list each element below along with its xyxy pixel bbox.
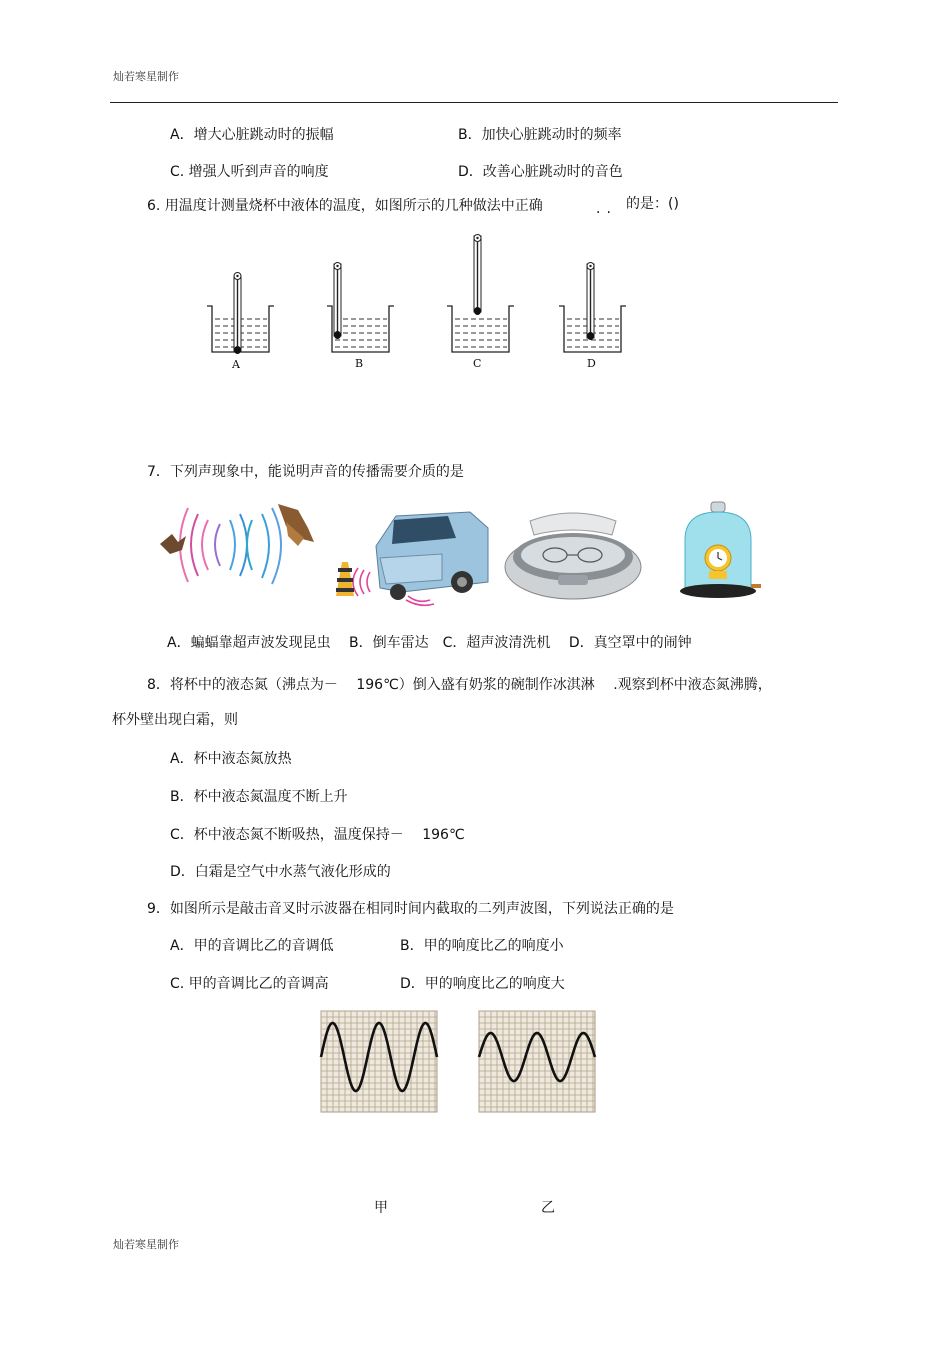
header-rule: [110, 102, 838, 103]
q8-stem-line2: 杯外壁出现白霜，则: [112, 712, 238, 728]
q5-option-b: B．加快心脏跳动时的频率: [458, 127, 622, 143]
q8-option-b: B．杯中液态氮温度不断上升: [170, 789, 348, 805]
q9-option-d: D．甲的响度比乙的响度大: [400, 976, 565, 992]
q6-stem-tail: 的是：(): [626, 196, 679, 212]
ultrasonic-cleaner-icon: [500, 505, 646, 603]
q9-option-c: C. 甲的音调比乙的音调高: [170, 976, 329, 992]
q5-option-a: A．增大心脏跳动时的振幅: [170, 127, 334, 143]
q7-stem: 7．下列声现象中，能说明声音的传播需要介质的是: [147, 464, 464, 480]
q8-option-c: C．杯中液态氮不断吸热，温度保持－ 196℃: [170, 827, 465, 843]
beaker-c-icon: [447, 235, 514, 353]
q8-option-a: A．杯中液态氮放热: [170, 751, 292, 767]
page-header: 灿若寒星制作: [113, 70, 179, 83]
q6-stem: 6. 用温度计测量烧杯中液体的温度，如图所示的几种做法中正确: [147, 198, 543, 214]
thermometer-figure: [195, 228, 645, 378]
oscilloscope-jia-icon: [321, 1011, 437, 1112]
bat-echolocation-icon: [158, 498, 318, 590]
wave-label-jia: 甲: [374, 1200, 388, 1216]
q8-stem-line1: 8．将杯中的液态氮（沸点为－ 196℃）倒入盛有奶浆的碗制作冰淇淋 .观察到杯中液态氮沸腾，: [147, 677, 772, 693]
wave-label-yi: 乙: [541, 1200, 555, 1216]
q6-emphasis-dots: ..: [596, 201, 617, 217]
beaker-d-icon: [559, 263, 626, 353]
q9-option-b: B．甲的响度比乙的响度小: [400, 938, 564, 954]
q5-option-d: D．改善心脏跳动时的音色: [458, 164, 623, 180]
q9-option-a: A．甲的音调比乙的音调低: [170, 938, 334, 954]
q7-options: A．蝙蝠靠超声波发现昆虫 B．倒车雷达 C．超声波清洗机 D．真空罩中的闹钟: [167, 635, 692, 651]
q9-stem: 9．如图所示是敲击音叉时示波器在相同时间内截取的二列声波图，下列说法正确的是: [147, 901, 674, 917]
page-footer: 灿若寒星制作: [113, 1238, 179, 1251]
car-reversing-radar-icon: [330, 508, 490, 608]
beaker-label-d: D: [587, 357, 596, 370]
beaker-label-b: B: [355, 357, 364, 370]
beaker-label-c: C: [473, 357, 482, 370]
q8-option-d: D．白霜是空气中水蒸气液化形成的: [170, 864, 391, 880]
alarm-clock-in-bell-jar-icon: [675, 500, 765, 604]
oscilloscope-yi-icon: [479, 1011, 595, 1112]
beaker-label-a: A: [232, 358, 240, 371]
beaker-a-icon: [207, 273, 274, 355]
q5-option-c: C. 增强人听到声音的响度: [170, 164, 329, 180]
beaker-b-icon: [327, 263, 394, 353]
